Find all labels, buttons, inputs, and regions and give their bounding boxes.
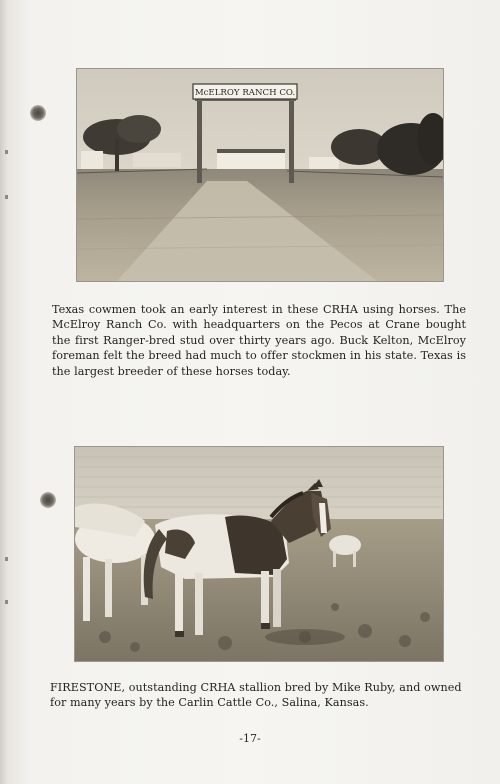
punch-hole-bottom bbox=[40, 492, 56, 508]
ranch-gate-photo bbox=[76, 68, 444, 282]
stallion-photo-art bbox=[75, 447, 443, 661]
page-number: -17- bbox=[239, 732, 261, 745]
binding-edge bbox=[0, 0, 8, 784]
stallion-photo bbox=[74, 446, 444, 662]
ranch-gate-photo-art bbox=[77, 69, 443, 281]
binding-mark bbox=[5, 195, 8, 199]
binding-mark bbox=[5, 600, 8, 604]
binding-mark bbox=[5, 557, 8, 561]
ranch-sign-text: McELROY RANCH CO. bbox=[194, 88, 296, 98]
punch-hole-top bbox=[30, 105, 46, 121]
caption-top: Texas cowmen took an early interest in these CRHA using horses. The McElroy Ranch Co. with headquarters on the Pecos at Crane bought the first Ranger-bred stud over thirty years ago. Buck Kelton, McElroy foreman felt the breed had much to offer stockmen in his state. Texas is the largest breeder of these horses today. bbox=[52, 303, 466, 378]
binding-mark bbox=[5, 150, 8, 154]
caption-bottom: FIRESTONE, outstanding CRHA stallion bred by Mike Ruby, and owned for many years by the Carlin Cattle Co., Salina, Kansas. bbox=[50, 681, 462, 710]
